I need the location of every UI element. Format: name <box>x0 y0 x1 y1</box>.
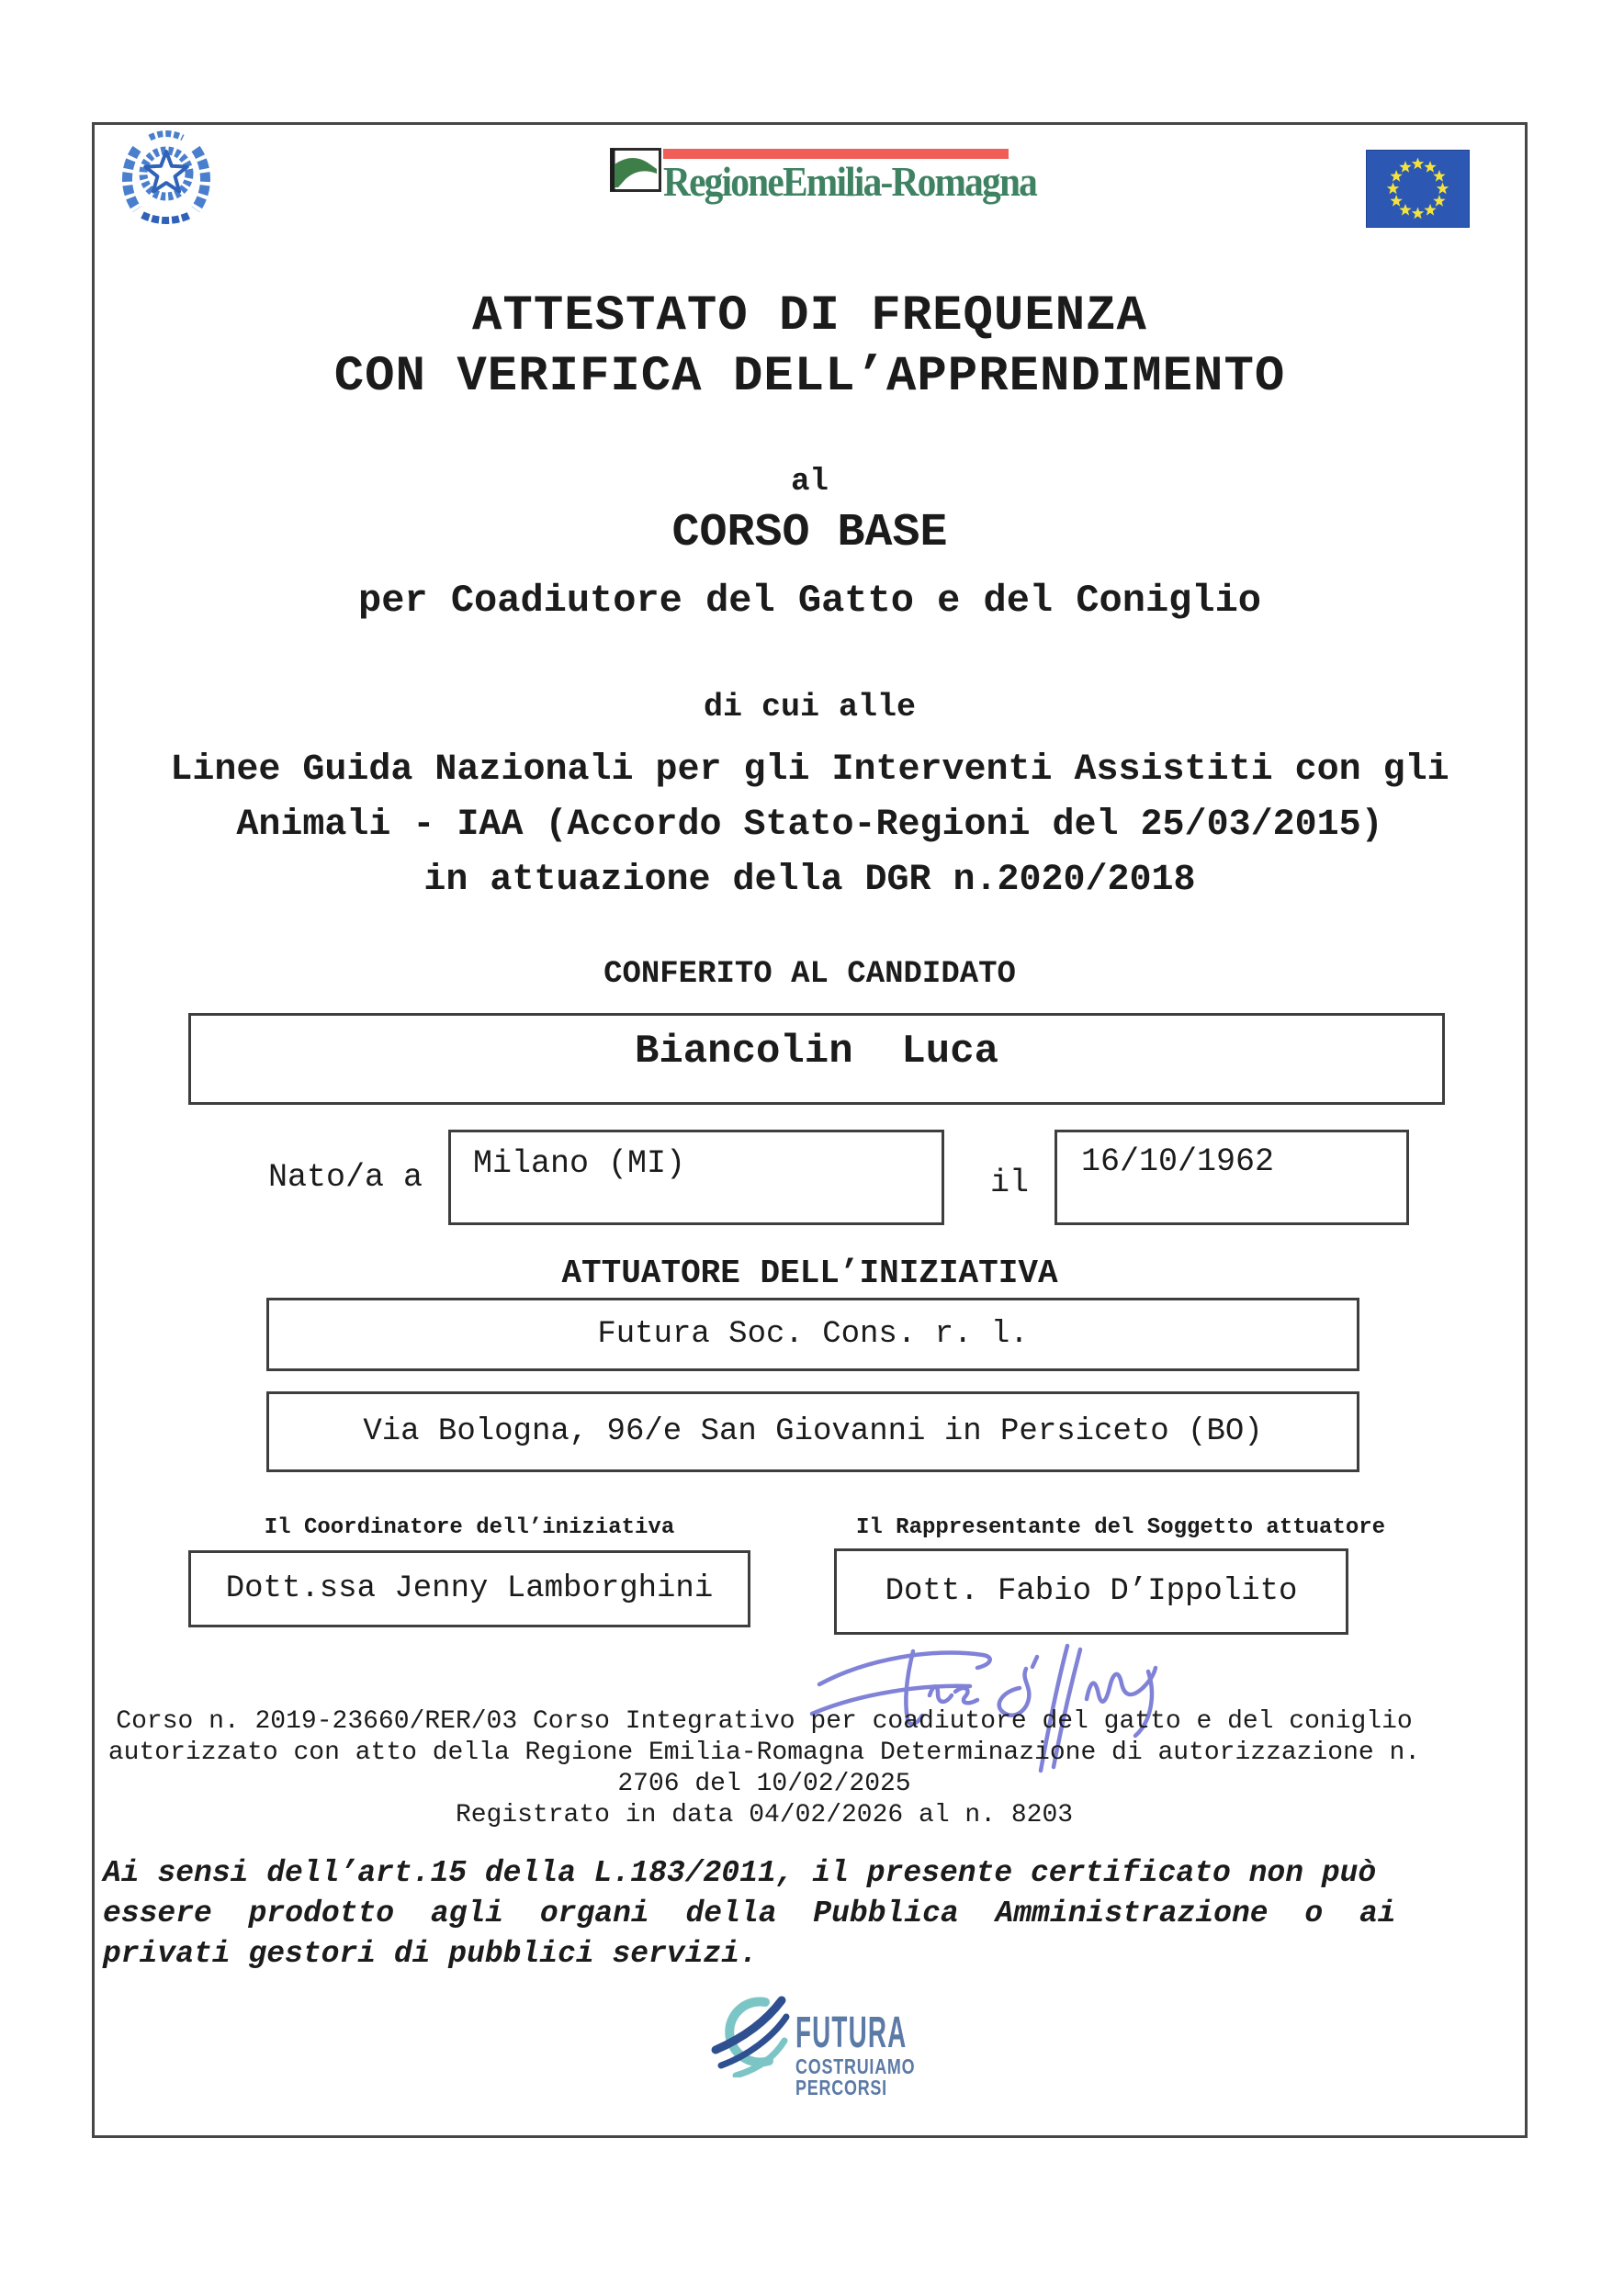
legal-notice-block <box>103 1853 1426 1975</box>
course-info-block <box>103 1706 1426 1831</box>
legal-notice-line2: essere prodotto agli organi della Pubblica Amministrazione o ai <box>103 1896 1396 1930</box>
legal-notice-line1: Ai sensi dell’art.15 della L.183/2011, il presente certificato non può <box>103 1856 1377 1890</box>
course-info-line1: Corso n. 2019-23660/RER/03 Corso Integrativo per coadiutore del gatto e del coniglio <box>116 1707 1413 1736</box>
eu-flag-icon <box>1366 150 1470 228</box>
certificate-title-line2: CON VERIFICA DELL’APPRENDIMENTO <box>333 349 1286 405</box>
course-info-line3: 2706 del 10/02/2025 <box>617 1770 911 1798</box>
certificate-title-line1: ATTESTATO DI FREQUENZA <box>472 288 1147 344</box>
title-al: al <box>791 465 829 500</box>
provider-name: Futura Soc. Cons. r. l. <box>597 1317 1029 1352</box>
birth-place-box <box>448 1130 944 1225</box>
date-label: il <box>990 1165 1030 1201</box>
birth-date-box <box>1054 1130 1409 1225</box>
emilia-romagna-region-icon <box>610 148 661 192</box>
premise-line2: Animali - IAA (Accordo Stato-Regioni del 25/03/2015) <box>236 805 1383 846</box>
birth-place: Milano (MI) <box>473 1145 686 1182</box>
conferred-heading: CONFERITO AL CANDIDATO <box>603 957 1016 992</box>
candidate-name-box <box>188 1013 1445 1105</box>
birth-date: 16/10/1962 <box>1081 1143 1275 1180</box>
futura-logo <box>710 1991 1004 2110</box>
regione-logo-wordmark: RegioneEmilia-Romagna <box>663 158 1037 205</box>
course-subtitle: per Coadiutore del Gatto e del Coniglio <box>358 579 1261 623</box>
futura-globe-swoosh-icon <box>710 1993 791 2077</box>
course-info-line4: Registrato in data 04/02/2026 al n. 8203 <box>455 1801 1074 1829</box>
futura-tagline-line2: PERCORSI <box>795 2076 887 2099</box>
coordinator-label: Il Coordinatore dell’iniziativa <box>264 1515 675 1540</box>
representative-name-box <box>834 1548 1348 1635</box>
representative-name: Dott. Fabio D’Ippolito <box>885 1574 1298 1609</box>
provider-name-box <box>266 1298 1359 1371</box>
born-label: Nato/a a <box>268 1159 423 1196</box>
regione-emilia-romagna-logo <box>595 142 1037 211</box>
provider-address: Via Bologna, 96/e San Giovanni in Persiceto (BO) <box>363 1414 1263 1449</box>
legal-notice-line3: privati gestori di pubblici servizi. <box>103 1937 758 1971</box>
premise-intro: di cui alle <box>703 689 917 726</box>
candidate-name: Biancolin Luca <box>634 1029 999 1075</box>
coordinator-name-box <box>188 1550 750 1627</box>
provider-address-box <box>266 1391 1359 1472</box>
course-title: CORSO BASE <box>671 507 948 559</box>
provider-heading: ATTUATORE DELL’INIZIATIVA <box>561 1255 1058 1292</box>
course-info-line2: autorizzato con atto della Regione Emilia-Romagna Determinazione di autorizzazione n. <box>107 1739 1421 1767</box>
italy-republic-emblem-icon <box>122 130 210 226</box>
futura-tagline-line1: COSTRUIAMO <box>795 2054 916 2078</box>
futura-wordmark: FUTURA <box>795 2009 908 2057</box>
coordinator-name: Dott.ssa Jenny Lamborghini <box>225 1571 714 1606</box>
representative-label: Il Rappresentante del Soggetto attuatore <box>855 1515 1386 1540</box>
premise-line1: Linee Guida Nazionali per gli Interventi Assistiti con gli <box>170 749 1449 791</box>
premise-line3: in attuazione della DGR n.2020/2018 <box>423 860 1196 901</box>
